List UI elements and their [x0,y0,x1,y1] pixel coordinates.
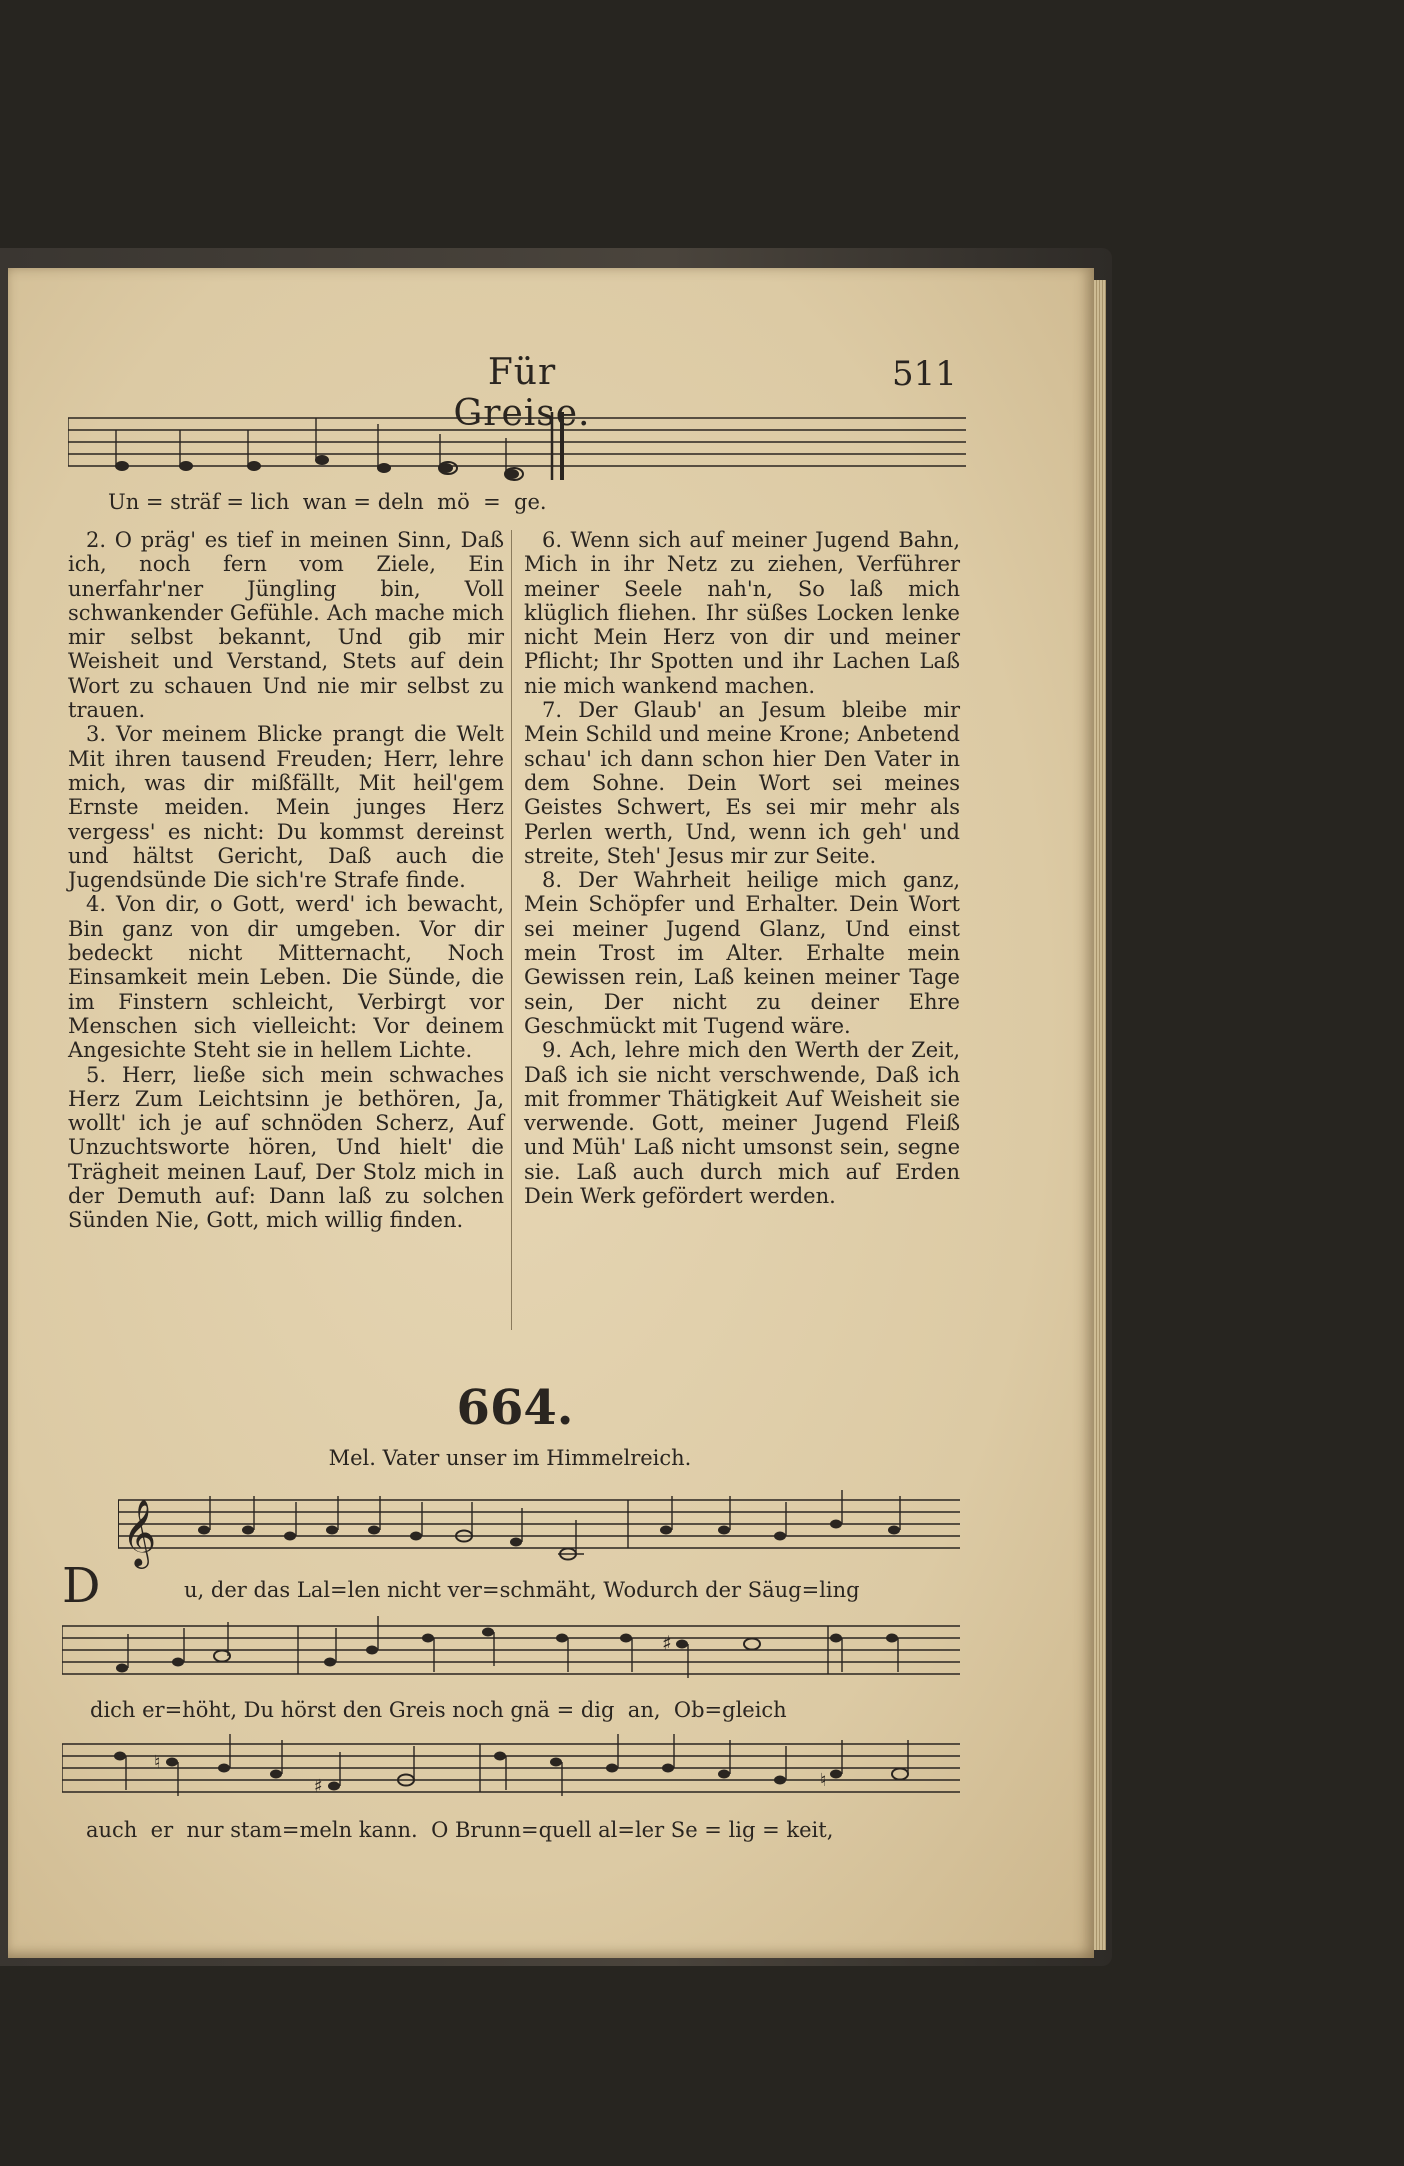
melody-reference: Mel. Vater unser im Himmelreich. [328,1446,692,1470]
verse-5: 5. Herr, ließe sich mein schwaches Herz Zum Leichtsinn je bethören, Ja, wollt' ich je auf schnöden Scherz, Auf Unzuchtsworte hören, Und hielt' die Trägheit meinen Lauf, Der Stolz mich in der Demuth auf: Dann laß zu solchen Sünden Nie, Gott, mich willig finden. [68,1062,504,1233]
top-staff-lyrics: Un = sträf = lich wan = deln mö = ge. [108,490,547,514]
left-column [68,528,504,1233]
verse-6: 6. Wenn sich auf meiner Jugend Bahn, Mich in ihr Netz zu ziehen, Verführer meiner Seele nah'n, So laß mich klüglich fliehen. Ihr süßes Locken lenke nicht Mein Herz von dir und meiner Pflicht; Ihr Spotten und ihr Lachen Laß nie mich wankend machen. [524,528,960,698]
svg-text:♯: ♯ [314,1776,323,1797]
hymn-lyrics-line-2: dich er=höht, Du hörst den Greis noch gnä = dig an, Ob=gleich [90,1698,787,1722]
music-staff-2 [62,1608,960,1698]
verse-4: 4. Von dir, o Gott, werd' ich bewacht, Bin ganz von dir umgeben. Vor dir bedeckt nicht Mitternacht, Noch Einsamkeit mein Leben. Die Sünde, die im Finstern schleicht, Verbirgt vor Menschen sich vielleicht: Vor deinem Angesichte Steht sie in hellem Lichte. [68,892,504,1063]
music-staff-3 [62,1726,960,1816]
hymn-number: 664. [456,1380,574,1436]
hymn-lyrics-line-3: auch er nur stam=meln kann. O Brunn=quell al=ler Se = lig = keit, [86,1818,834,1842]
svg-text:♯: ♯ [662,1631,672,1655]
verse-2: 2. O präg' es tief in meinen Sinn, Daß ich, noch fern vom Ziele, Ein unerfahr'ner Jüngling bin, Voll schwankender Gefühle. Ach mache mich mir selbst bekannt, Und gib mir Weisheit und Verstand, Stets auf dein Wort zu schauen Und nie mir selbst zu trauen. [68,528,504,723]
svg-text:𝄞: 𝄞 [122,1498,157,1566]
page-edges [1094,280,1106,1950]
verse-7: 7. Der Glaub' an Jesum bleibe mir Mein Schild und meine Krone; Anbetend schau' ich dann schon hier Den Vater in dem Sohne. Dein Wort sei meines Geistes Schwert, Es sei mir mehr als Perlen werth, Und, wenn ich geh' und streite, Steh' Jesus mir zur Seite. [524,698,960,868]
drop-initial: D [62,1558,101,1614]
hymn-lyrics-line-1: u, der das Lal=len nicht ver=schmäht, Wodurch der Säug=ling [184,1578,860,1602]
verse-9: 9. Ach, lehre mich den Werth der Zeit, Daß ich sie nicht verschwende, Daß ich mit frommer Thätigkeit Auf Weisheit sie verwende. Gott, meiner Jugend Fleiß und Müh' Laß nicht umsonst sein, segne sie. Laß auch durch mich auf Erden Dein Werk gefördert werden. [524,1038,960,1209]
music-staff-top [68,408,966,488]
music-staff-1 [118,1482,960,1572]
column-divider [511,530,512,1330]
verse-8: 8. Der Wahrheit heilige mich ganz, Mein Schöpfer und Erhalter. Dein Wort sei meiner Jugend Glanz, Und einst mein Trost im Alter. Erhalte mein Gewissen rein, Laß keinen meiner Tage sein, Der nicht zu deiner Ehre Geschmückt mit Tugend wäre. [524,868,960,1038]
running-title: Für Greise. [453,352,591,434]
svg-text:♮: ♮ [820,1770,827,1791]
page-number: 511 [892,354,957,394]
verse-3: 3. Vor meinem Blicke prangt die Welt Mit ihren tausend Freuden; Herr, lehre mich, was dir mißfällt, Mit heil'gem Ernste meiden. Mein junges Herz vergess' es nicht: Du kommst dereinst und hältst Gericht, Daß auch die Jugendsünde Die sich're Strafe finde. [68,722,504,893]
svg-text:♮: ♮ [154,1752,161,1773]
right-column [524,528,960,1208]
